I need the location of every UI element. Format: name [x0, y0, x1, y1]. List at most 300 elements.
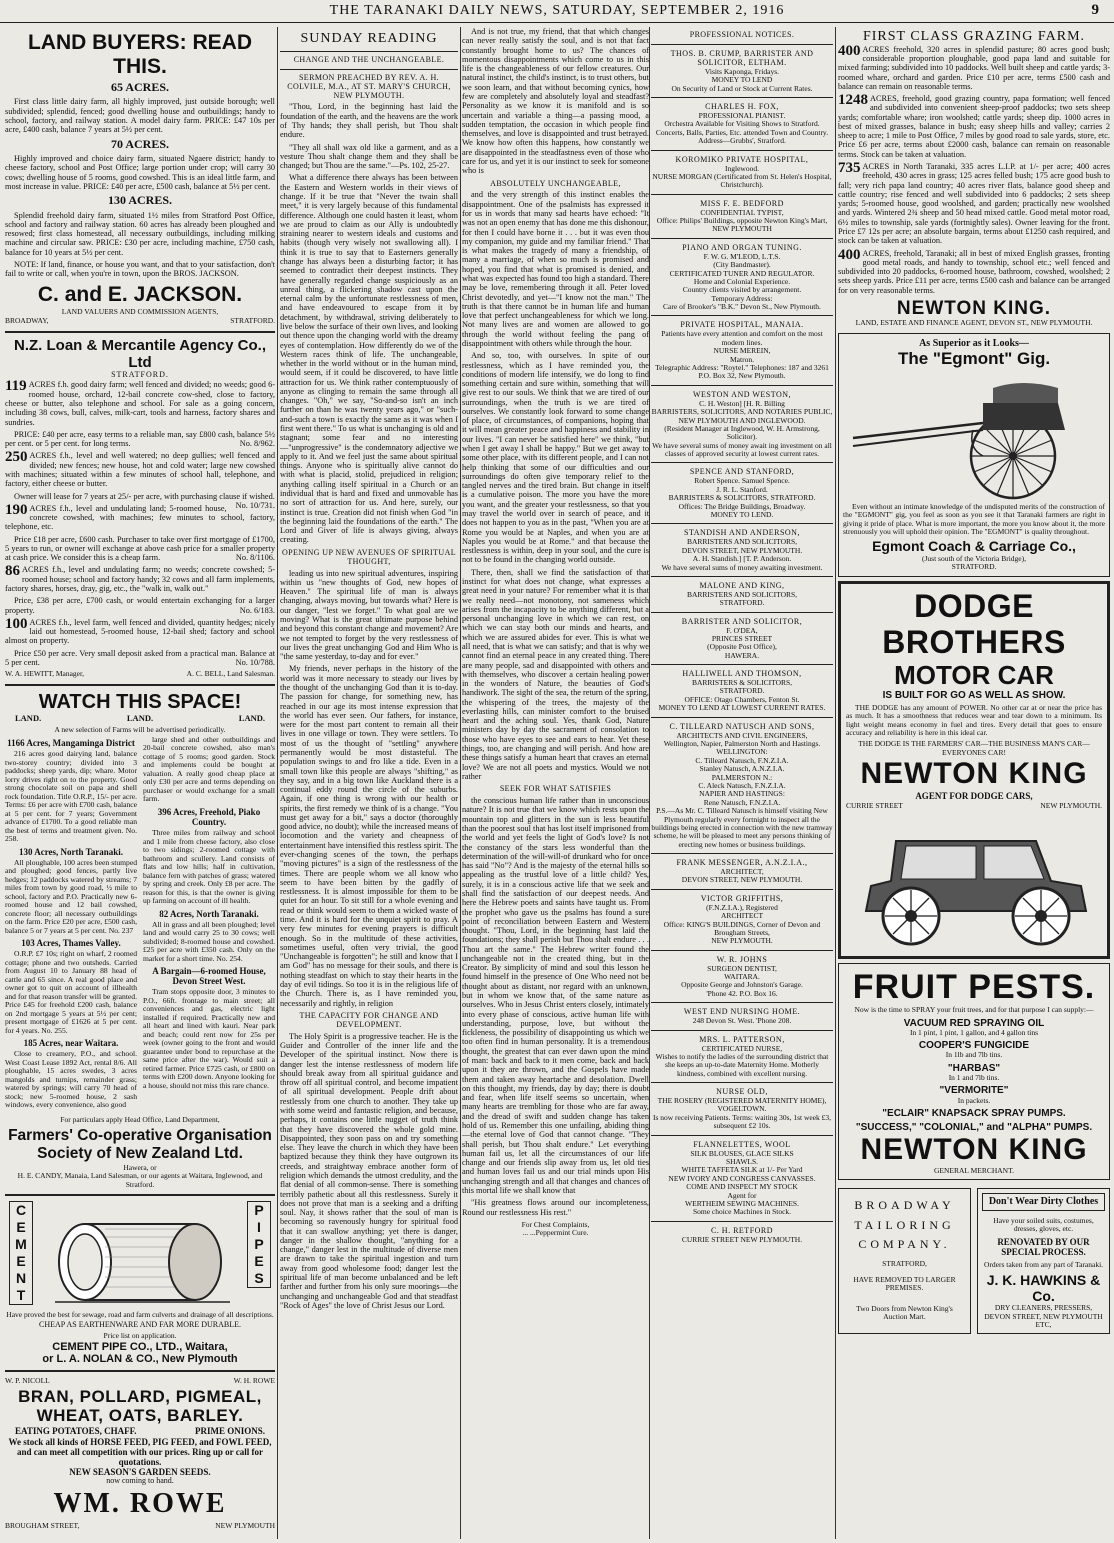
- notice-line: Concerts, Balls, Parties, Etc. attended Town and Country.: [655, 127, 829, 137]
- sermon-body: [280, 102, 458, 1310]
- ad-letter: C: [15, 1202, 27, 1219]
- rowe-sub-2: We stock all kinds of HORSE FEED, PIG FEED, and FOWL FEED, and can meet all competition with our prices. Ring up or call for quotations.: [8, 1436, 272, 1468]
- listing-item: [5, 615, 275, 646]
- hawkins-t4: DRY CLEANERS, PRESSERS,: [994, 1303, 1093, 1313]
- listing-number: 100: [5, 615, 28, 632]
- watch-right-column: [143, 736, 275, 1113]
- ad-letter: P: [254, 1202, 264, 1219]
- divider: [651, 315, 833, 316]
- notice-name: W. R. JOHNS: [716, 954, 768, 964]
- divider: [651, 717, 833, 718]
- notice-line: STRATFORD.: [719, 598, 765, 608]
- divider: [5, 684, 275, 686]
- property-heading: 185 Acres, near Waitara.: [23, 1038, 119, 1049]
- listing-text: ACRES f.h., level and well watered; no deep gullies; well fenced and divided; new fences; new house, hot and cold water; large new cowshed with machines; situated within a few minutes of school hall, telephone, and factory, either cheese or butter.: [5, 451, 275, 489]
- product-name: "HARBAS": [947, 1062, 1001, 1074]
- listing-number: 400: [838, 42, 861, 59]
- chest-line-1: For Chest Complaints,: [521, 1219, 590, 1229]
- notice-line: MONEY TO LEND.: [710, 509, 774, 519]
- sermon-paragraph: and the very strength of this instinct enables the disappointment. One of the psalmists has expressed it for us in words that many sad hearts have echoed: "It was not an open enemy that has done me this dishonour, for then I could have borne it . . . but it was even thou my companion, my guide and my familiar friend." That is what makes the tragedy of many a friendship, of many a marriage, of when so much is promised and hoped, you find that what is promised is denied, and what was expected has found too high a standard. There may be love, remembering through it all. Peter loved Christ devotedly, and yet—"I know not the man." The truth is that there cannot be in human life and human love that perfect unchangeableness for which we long. Not many lives are and women are allowed to go through the world without feeling the pang of disappointment with others while through the hour.: [462, 190, 649, 348]
- hawkins-cleaners-ad: [977, 1188, 1110, 1334]
- property-text: Tram stops opposite door, 3 minutes to P.O., 66ft. frontage to main street; all conveniences and gas, electric light installed if required. Practically new and all heart and lined with kauri. Near park and beach; could rent now for 25s per week (owner going to the front and would guarantee under bond to repurchase at the same price after the war). Would suit a retired farmer. Price £725 cash, or £800 on terms with £200 down. Anyone looking for a house, should not miss this rare chance.: [143, 987, 275, 1090]
- listing-number: 119: [5, 378, 27, 395]
- listing-number: 86: [5, 563, 20, 580]
- rowe-big-2: WHEAT, OATS, BARLEY.: [36, 1405, 244, 1425]
- cement-firm-2: or L. A. NOLAN & CO., New Plymouth: [42, 1353, 238, 1366]
- property-heading: 396 Acres, Freehold, Piako Country.: [157, 806, 261, 828]
- ad-letter: E: [16, 1219, 26, 1236]
- nz-loan-manager: W. A. HEWITT, Manager,: [5, 669, 85, 679]
- dodge-firm: NEWTON KING: [860, 757, 1088, 791]
- notice-line: P.O. Box 32, New Plymouth.: [698, 371, 786, 381]
- notice-line: PALMERSTON N.:: [711, 772, 773, 782]
- divider: [651, 97, 833, 98]
- listing-ref: No. 8/962.: [239, 439, 275, 449]
- watch-left-column: [5, 736, 137, 1113]
- lot-acres: 130 ACRES.: [107, 193, 172, 208]
- notice-line: NEW PLYMOUTH.: [711, 936, 773, 946]
- listing-item: [5, 380, 275, 426]
- notice-line: We have several sums of money awaiting investment.: [661, 562, 823, 572]
- sermon-paragraph: There, then, shall we find the satisfaction of that instinct for what does not change, what expresses a great need in your nature? For remember what it is that we really need—not monotony, not sameness which arises from the incapacity to be anything different, but a personal unchanging love in which we can rest, on which we can stay both our minds and hearts, and which we are assured abides for ever. This is what we all need, that is what we can satisfy; and that is why we cannot find an eternal peace in any created thing. There are many people, sad and disappointed with others and with themselves, who discover a certain healing power in the wonders of Nature, the beauties of God's handiwork. The sight of the sea, the return of the spring, the whispering of the trees, the majesty of the everlasting hills, can minister comfort to the bruised heart and the aching soul. Yes, thank God, Nature ministers day by day the sacrament of consolation to those who have eyes to see and ears to hear. Yet these things, too, are changing and will perish. And how are these things satisfy a human heart that craves an eternal love? We are not all poets and mystics. Would we not rather: [462, 567, 649, 781]
- rowe-name: WM. ROWE: [53, 1488, 227, 1520]
- product-name: "SUCCESS," "COLONIAL," and "ALPHA" PUMPS.: [855, 1122, 1093, 1134]
- notice-line: Patients have every attention and comfort on the most modern lines.: [661, 329, 823, 347]
- listing-price-text: Price £50 per acre. Very small deposit asked from a practical man. Balance at 5 per cent.: [5, 648, 275, 667]
- jackson-left: BROADWAY,: [5, 316, 49, 326]
- notice-line: Orchestra Available for Visiting Shows to Stratford.: [664, 119, 820, 129]
- broadway-addr-2: Auction Mart.: [883, 1312, 926, 1322]
- broadway-moved-2: PREMISES.: [885, 1283, 924, 1293]
- product-detail: In 1 and 7lb tins.: [948, 1073, 1000, 1083]
- column-rule: [277, 27, 278, 1539]
- farmers-place: Hawera, or: [123, 1162, 157, 1172]
- rowe-left-name: W. P. NICOLL: [5, 1376, 50, 1386]
- notice-name: VICTOR GRIFFITHS,: [700, 893, 784, 903]
- sermon-paragraph: My friends, never perhaps in the history of the world was it more necessary to steady our lives by the thought of the unchanging God than it is to-day. The passion for change, for something new, has reached in our age its most intense expression that the world has ever seen. Our fathers, for instance, were for the most part content to remain all their lives in one village or town. They were settlers. To most of us the thought of "settling" anywhere permanently would be most distasteful. The population swings to and fro like a tide. Even in a small town like this people are always "shifting," as they say, and in a big town like Auckland there is a continual eddy round the circle of the suburbs. Again, if one thing is wrong with our health or spirits, the first remedy we think of is a change. "You must get away for a bit," says a doctor (thoroughly good advice, no doubt); while the increased means of locomotion and the variety and cheapness of entertainment have intensified this restless spirit. The ever-changing scenes of the town, the perhaps "moving pictures" is a sign of the restlessness of the times. There are people whom we all know who seem to have been bitten by the gadfly of restlessness. It is almost impossible for them to be quiet for an hour. To sit still for a whole evening and read or think would seem to them a wicked waste of time. And it is hard for the unquiet spirit to pray. A very few minutes for evening prayers is difficult enough. So in the multitude of these activities, sometimes useful, often very trivial, the good "Unchangeable is forgotten"; he still and know that I am God" has no message for their souls, and there is nothing steadfast on which to stay their hearts in the day of evil tidings. So too it is in the religious life of the Church. There is, as I have reminded you, necessarily and rightly, in religion: [280, 664, 458, 1008]
- hawkins-t5: DEVON STREET, NEW PLYMOUTH: [984, 1311, 1103, 1321]
- watch-intro: A new selection of Farms will be advertised periodically.: [54, 724, 226, 734]
- masthead: [0, 0, 1114, 23]
- cement-line-1: Have proved the best for sewage, road and farm culverts and drainage of all descriptions.: [6, 1310, 274, 1320]
- notice-line: ARCHITECT: [720, 911, 764, 921]
- notice-name: THOS. B. CRUMP, BARRISTER AND SOLICITOR, ELTHAM.: [670, 48, 814, 67]
- fruit-sub: GENERAL MERCHANT.: [934, 1165, 1014, 1175]
- jackson-sub: LAND VALUERS AND COMMISSION AGENTS,: [61, 307, 219, 317]
- property-text: O.R.P. £7 10s; right on wharf, 2 roomed cottage; phone and two outsheds. Carried from August 10 to January 88 head of cattle and 65 since. A real good place and owner got to quit on account of illhealth and for that reason transfer will be granted. Price £45 for freehold £200 cash, balance on 2nd mortgage 5 years at 5½ per cent; present mortgage of £1626 at 5 per cent. for 4 years. No. 255.: [5, 949, 137, 1035]
- notice-line: MONEY TO LEND: [711, 75, 773, 85]
- listing-price: [5, 535, 275, 563]
- column-5: [838, 27, 1110, 1539]
- listing-price: [5, 596, 275, 615]
- dodge-title: DODGE BROTHERS: [882, 587, 1066, 660]
- notice-line: Country clients visited by arrangement.: [682, 285, 802, 295]
- rowe-big-1: BRAN, POLLARD, PIGMEAL,: [18, 1386, 262, 1406]
- fruit-items: [843, 1018, 1105, 1134]
- land-buyers-title: LAND BUYERS: READ THIS.: [27, 31, 252, 78]
- fruit-title: FRUIT PESTS.: [852, 968, 1096, 1007]
- dodge-agent: AGENT FOR DODGE CARS,: [915, 790, 1033, 801]
- listing-ref: No. 6/183.: [239, 605, 275, 615]
- watch-title: WATCH THIS SPACE!: [38, 690, 242, 713]
- notice-line: Robert Spence. Samuel Spence.: [694, 476, 790, 486]
- notice-line: F. W. G. M'LEOD, L.T.S.: [703, 251, 781, 261]
- notice-line: Telegraphic Address: "Roytel." Telephones: 187 and 3261: [655, 363, 829, 372]
- notice-line: NEW PLYMOUTH: [712, 224, 772, 234]
- broadway-line: BROADWAY: [854, 1198, 955, 1213]
- notice-name: WEST END NURSING HOME.: [683, 1007, 801, 1017]
- notice-line: WERTHEIM SEWING MACHINES.: [685, 1198, 799, 1208]
- notice-line: 'Phone 42. P.O. Box 16.: [706, 988, 778, 998]
- column-rule: [460, 27, 461, 1539]
- hawkins-t3: Orders taken from any part of Taranaki.: [983, 1259, 1104, 1269]
- divider: [280, 69, 458, 70]
- rowe-sub-3: NEW SEASON'S GARDEN SEEDS.: [69, 1467, 211, 1478]
- section-subheading: ABSOLUTELY UNCHANGEABLE,: [490, 178, 621, 188]
- nz-loan-salesman: A. C. BELL, Land Salesman.: [186, 669, 275, 679]
- divider: [5, 1194, 275, 1196]
- divider: [651, 576, 833, 577]
- listing-text: ACRES, freehold, Taranaki; all in best of mixed English grasses, fronting good metal roads, and handy to township, school etc.; well fenced and subdivided into 20 paddocks, 6-roomed house, bathroom, cowshed, woolshed; 2 sets sheep yards. Price £11 per acre, terms £500 cash and balance can be arranged for on very reasonable terms.: [838, 248, 1110, 295]
- fruit-pests-ad: [838, 963, 1110, 1180]
- notice-line: THE ROSERY (REGISTERED MATERNITY HOME), VOGELTOWN.: [657, 1096, 827, 1114]
- notice-line: NAPIER AND HASTINGS:: [699, 789, 785, 799]
- egmont-address: (Just south of the Victoria Bridge),: [922, 554, 1026, 564]
- property-text: Three miles from railway and school and 1 mile from cheese factory, also close to two sidings; 2-roomed cottage with bathroom and scullery. Land consists of flats and low hills; half in cultivation, balance fern with patches of grass; watered by spring and creek. Only £8 per acre. The reason for this, is that the owner is giving up farming on account of ill health.: [143, 828, 275, 906]
- notice-line: OFFICE: Otago Chambers, Fenton St.: [684, 694, 800, 704]
- broadway-tailoring-ad: [838, 1188, 971, 1334]
- listing-number: 190: [5, 501, 28, 518]
- listing-item: [5, 565, 275, 593]
- property-heading: 103 Acres, Thames Valley.: [21, 938, 121, 949]
- notice-line: Temporary Address:: [711, 293, 773, 303]
- cement-line-3: Price list on application.: [103, 1331, 177, 1341]
- watch-land-3: LAND.: [238, 713, 265, 724]
- divider: [651, 612, 833, 613]
- notice-line: J. R. L. Stanford.: [716, 484, 768, 494]
- hawkins-t6: ETC,: [1035, 1320, 1052, 1330]
- notice-line: PRINCES STREET: [711, 633, 773, 643]
- sermon-paragraph: The Holy Spirit is a progressive teacher. He is the Guider and Controller of the inner life and the Developer of the spiritual instinct. Now there is danger lest the intense restlessness of modern life should break away from all spiritual guidance and throw off all spiritual control, and become impatient of all spiritual development. People drift about restlessly from one church to another. They take up with some weird and fantastic religion, and because, perhaps, it contains one little nugget of truth think that they have discovered the whole gold mine. Disappointed, they soon pass on and try something else. They leave the church in which they have been baptized because they think they have outgrown its creeds, and straightway embrace another form of religion which demands the utmost credulity, and the flat denial of all common-sense. There is something terribly pathetic about all this restlessness. Surely it does not prove that man is a seeking and a drifting soul. Nay, it shows rather that the soul of man is becoming so ravenously hungry for spiritual food that it can swallow anything; yet there is danger, danger in the shallow thought, "anything for a change," danger lest in the multitude of diverse men are drawn to take the spiritual ingestion and turn away from good wholesome food; danger lest the spiritual life of man become unbalanced and be left farther and further from his only sure moorings—the unchanging and unchangeable God and that steadfast "Rock of Ages" the love of Christ Jesus our Lord.: [280, 1031, 458, 1310]
- land-buyers-lots: [5, 81, 275, 257]
- divider: [651, 1221, 833, 1222]
- notice-line: A. H. Standish.] [T. P. Anderson.: [692, 554, 792, 564]
- property-text: All ploughable, 100 acres been stumped and ploughed; good fences, partly live hedges; 12 paddocks watered by streams; 7 miles from town by good road, ½ mile to school, factory and P.O. Practically new 6-roomed house and 12 bail cowshed, concrete floor; all necessary outbuildings on the farm. Price £20 per acre, £500 cash, balance 5 or 7 years at 5 per cent. No. 237: [5, 857, 137, 935]
- lot-text: First class little dairy farm, all highly improved, just outside borough; well subdivided; splendid, fenced; good dwelling house and outbuildings; handy to school, factory, and railway station. A model dairy farm. PRICE: £47 10s per acre, £400 cash, balance 7 years at 5½ per cent.: [5, 97, 275, 135]
- watch-land-1: LAND.: [15, 713, 42, 724]
- notice-line: Wellington, Napier, Palmerston North and Hastings.: [663, 739, 821, 748]
- property-text: 216 acres good dairying land, balance two-storey country; divided into 3 paddocks; sheep yards, dip; whare. Motor lorry drives right on to the property. Good strong chocolate soil on papa and shell rock foundation. Title O.R.P., 15/- per acre. Terms: £6 per acre with £700 cash, balance at 5 per cent. for 7 years; Government advance of £1700. To a good reliable man the best of terms and treatment given. No. 258.: [5, 749, 137, 844]
- listing-price-text: Price, £38 per acre, £700 cash, or would entertain exchanging for a larger property.: [5, 596, 275, 615]
- listing-text: ACRES, freehold, good grazing country, papa formation; well fenced and subdivided into convenient sheep-proof paddocks; two sets sheep yards; comfortable whare; iron woolshed; cattle yards; sheep dip. 1000 acres in best of mixed grasses, balance in bush; easy sheep hills and valley; carries 2 sheep to acre; 1 mile to Post Office, 7 miles by good road to sale yards, store, etc. Price £6 per acre, terms about £2000 cash, balance can remain on reasonable terms. Stock can be taken at valuation.: [838, 94, 1110, 159]
- notice-line: WAITARA.: [724, 972, 760, 982]
- egmont-top: As Superior as it Looks—: [919, 337, 1029, 349]
- property-heading: 82 Acres, North Taranaki.: [159, 908, 259, 919]
- product-detail: In packets.: [957, 1095, 991, 1105]
- professional-notices: [651, 44, 833, 1244]
- notice-name: CHARLES H. FOX,: [705, 102, 779, 112]
- notice-line: NURSE MORGAN (Certificated from St. Helen's Hospital, Christchurch).: [652, 171, 832, 190]
- notice-line: BARRISTERS AND SOLICITORS,: [686, 537, 798, 547]
- grazing-items: [838, 42, 1110, 295]
- divider: [651, 523, 833, 524]
- watch-land-2: LAND.: [126, 713, 154, 724]
- divider: [651, 44, 833, 45]
- hawkins-t1: Have your soiled suits, costumes, dresses, gloves, etc.: [993, 1215, 1094, 1233]
- notice-name: WESTON AND WESTON,: [692, 389, 792, 399]
- notice-line: DEVON STREET, NEW PLYMOUTH.: [681, 545, 803, 555]
- notice-line: WELLINGTON:: [716, 747, 768, 757]
- professional-notices-heading: PROFESSIONAL NOTICES.: [689, 30, 795, 39]
- notice-line: Opposite George and Johnston's Garage.: [681, 980, 803, 990]
- broadway-addr-1: Two Doors from Newton King's: [856, 1303, 953, 1313]
- property-heading: 130 Acres, North Taranaki.: [18, 846, 124, 857]
- grazing-listing: [838, 42, 1110, 91]
- notice-line: NEW PLYMOUTH AND INGLEWOOD.: [678, 415, 806, 425]
- broadway-line: COMPANY.: [858, 1237, 951, 1252]
- notice-line: CERTIFICATED NURSE,: [701, 1043, 783, 1053]
- divider: [651, 194, 833, 195]
- notice-line: Home and Colonial Experience.: [693, 276, 791, 286]
- nz-loan-place: STRATFORD.: [111, 370, 169, 380]
- notice-name: C. TILLEARD NATUSCH AND SONS,: [669, 721, 815, 731]
- notice-line: We have several sums of money await ing investment on all classes of approved security at lowest current rates.: [652, 440, 832, 459]
- notice-name: MISS F. E. BEDFORD: [700, 198, 784, 208]
- dodge-brothers-ad: [838, 581, 1110, 959]
- column-3: [462, 27, 649, 1539]
- notice-line: Agent for: [727, 1190, 757, 1200]
- notice-line: WHITE TAFFETA SILK at 1/- Per Yard: [681, 1165, 803, 1175]
- ad-letter: N: [15, 1270, 27, 1287]
- notice-line: Address—Grubbs', Stratford.: [698, 136, 786, 146]
- ad-letter: E: [16, 1253, 26, 1270]
- broadway-moved-1: HAVE REMOVED TO LARGER: [853, 1275, 956, 1285]
- notice-name: PIANO AND ORGAN TUNING.: [682, 242, 802, 252]
- watch-footer: For particulars apply Head Office, Land Department,: [60, 1114, 220, 1124]
- newton-king-land-firm: NEWTON KING.: [896, 297, 1052, 319]
- notice-name: FLANNELETTES, WOOL: [693, 1139, 791, 1149]
- cement-line-2: CHEAP AS EARTHENWARE AND FAR MORE DURABLE.: [39, 1320, 241, 1330]
- rowe-sub-left: EATING POTATOES, CHAFF.: [15, 1425, 137, 1436]
- notice-line: P.S.—As Mr. C. Tilleard Natusch is himself visiting New Plymouth regularly every fortnight to inspect all the buildings being erected in connection with the new tramway scheme, he will be pleased to meet any persons thinking of erecting new homes or business buildings.: [651, 806, 833, 849]
- listing-number: 400: [838, 246, 861, 263]
- product-name: COOPER'S FUNGICIDE: [918, 1040, 1030, 1052]
- product-name: VACUUM RED SPRAYING OIL: [903, 1017, 1045, 1029]
- divider: [280, 51, 458, 52]
- notice-line: Office: Philips' Buildings, opposite Newton King's Mart,: [656, 216, 828, 226]
- notice-line: HAWERA.: [724, 650, 760, 660]
- notice-line: 248 Devon St. West. 'Phone 208.: [692, 1016, 792, 1026]
- section-subheading: SEEK FOR WHAT SATISFIES: [499, 784, 612, 794]
- notice-line: MONEY TO LEND AT LOWEST CURRENT RATES.: [658, 703, 826, 713]
- listing-text: ACRES freehold, 320 acres in splendid pasture; 80 acres good bush; considerable proportion ploughable, good papa land and suitable for mixed farming; subdivided into 10 paddocks. Well built sheep and cattle yards; 3-roomed whare, orchard and garden. Price £10 per acre, terms £500 cash and balance can remain on reasonable terms.: [838, 44, 1110, 91]
- sermon-paragraph: the conscious human life rather than in unconscious nature? It is not true that we know which rests upon the mountain top and glitters in the sun is less beautiful than the poorest soul that has lost itself imprisoned from the world and yet feels the light of God's love? Is not the constancy of the stars less wonderful than the determination of the will-will-of drunkard who for once has said "No"? And is the majesty of the eternal hills so appealing as the trustful love of a little child? Yes, surely, it is in a conscious active life that we seek and shall find the satisfaction of our deepest needs. And here the Hebrew poets and saints have taught us. From the prophet who gave us the psalms has found a sure point of reconciliation between Eastern and Western thought. "Thou, Lord, in the beginning hast laid the foundations; they shall perish but Thou shalt endure . . . Thou art the same." The Hebrew writer found the unchangeable not in the created thing, but in the Creator. By simplicity of mind and soul this lesson he found himself in the presence of One Who need not be thought about as distant, nor regard with an unknown, but in whom we know that, of the same nature as ourselves. Who in Jesus Christ enters closely, intimately into every phase of conscious, active human life with understanding, purpose, love, but without the fickleness, the possibility of disappointing us which we too often find in human personality. It is a tremendous thought, the greatest that can ever dawn upon the mind of man: back and back to it men come, back and back upon it they are thrown, and the Gospels have made them and taken away heartache and desolation. Dwell on this thought, my friends, day by day; there is doubt and fear, when life itself seems so uncertain, when many hearts are trembling for those who are far away, and the dread of swift and sudden change has taken hold of us. Remember this one unfailing, abiding thing—the eternal love of God that cannot change. "They shall perish, but Thou shalt endure." Let everything human fail us, let all the circumstances of our life change and our friends slip away from us, let old ties and human loves fail us and our trial minds upon His unchanging strength and all that changes and chances of this mortal life we shall know that: [462, 796, 649, 1195]
- notice-line: Visits Kaponga, Fridays.: [704, 66, 780, 76]
- notice-line: Office: KING'S BUILDINGS, Corner of Devon and Brougham Streets,: [663, 919, 821, 937]
- sermon-paragraph: "His greatness flows around our incompleteness, Round our restlessness His rest.": [462, 1198, 649, 1217]
- sermon-subtitle-2: SERMON PREACHED BY REV. A. H. COLVILE, M.A., AT ST. MARY'S CHURCH, NEW PLYMOUTH.: [287, 72, 451, 100]
- notice-name: HALLIWELL AND THOMSON,: [682, 669, 802, 679]
- dodge-line: IS BUILT FOR GO AS WELL AS SHOW.: [882, 689, 1066, 701]
- hawkins-top: Don't Wear Dirty Clothes: [982, 1193, 1105, 1210]
- notice-line: BARRISTERS & SOLICITORS, STRATFORD.: [668, 493, 816, 503]
- ad-letter: S: [254, 1270, 264, 1287]
- listing-ref: No. 10/731.: [235, 500, 275, 510]
- notice-line: Some choice Machines in Stock.: [692, 1207, 792, 1217]
- lot-text: Splendid freehold dairy farm, situated 1½ miles from Stratford Post Office, school and factory and railway station. 60 acres has already been ploughed and resowed; first class homestead, all necessary outbuildings, including milking machine and circular saw. PRICE: £30 per acre, including machine, £750 cash, balance for 10 years at 5½ per cent.: [5, 210, 275, 257]
- egmont-title: The "Egmont" Gig.: [897, 348, 1051, 368]
- notice-line: (Opposite Post Office),: [707, 642, 777, 652]
- notice-line: SHAWLS.: [725, 1156, 759, 1166]
- land-buyers-note: NOTE: If land, finance, or house you want, and that to your satisfaction, don't fail to write or call, when you're in town, upon the BROS. JACKSON.: [5, 260, 275, 279]
- rowe-sub-4: now coming to hand.: [106, 1476, 174, 1486]
- notice-line: Rene Natusch, F.N.Z.I.A.: [703, 797, 781, 807]
- divider: [5, 331, 275, 333]
- listing-text: ACRES in North Taranaki, 335 acres L.I.P. at 1/- per acre; 400 acres freehold, 430 acres in grass; 125 acres felled bush; 175 acre good bush to fall; very rich papa land country; 40 acres river flats, balance good sheep and cattle country; rise fenced and well subdivided into 6 paddocks; 2 sets sheep yards; 5-roomed house, good woolshed, and garden; practically new woolshed and yards. Wintered 2¾ sheep and 50 head mixed cattle. Good metal motor road, 6½ miles to township, sale yards (fortnightly sales). Owner leaving for the front. Price £7 12s per acre; an absolute bargain, terms about £1250 cash required, and stock can be taken at valuation.: [838, 162, 1110, 246]
- notice-line: BARRISTERS AND SOLICITORS,: [686, 589, 798, 599]
- grazing-listing: [838, 162, 1110, 246]
- sermon-paragraph: And is not true, my friend, that that which changes can never really satisfy the soul, and is not that fact constantly brought home to us? The chances of momentous disappointments which come to us in this life is the changeableness of our fellow creatures. Our natural instinct, the child's instinct, is to trust others, but we soon learn, and that without becoming cynics, how few are completely and absolutely loyal and steadfast? Personality as we know it is manifold and is so uncertain and variable a thing—a passing mood, a sudden temptation, the occasion in which people find themselves, and love is disappointed and trust betrayed. We know how often this happens, how constantly we are disappointed in the steadfastness even of those who care for us, and yet it is our instinct to seek for someone who is: [462, 27, 649, 176]
- broadway-line: TAILORING: [854, 1217, 955, 1232]
- notice-line: (Resident Manager at Inglewood, W. H. Armstrong, Solicitor).: [664, 423, 820, 442]
- notice-name: FRANK MESSENGER, A.N.Z.I.A.,: [676, 858, 808, 868]
- listing-number: 1248: [838, 92, 868, 109]
- listing-price-text: PRICE: £40 per acre, easy terms to a reliable man, say £800 cash, balance 5½ per cent. or 5 per cent. for long terms.: [5, 429, 275, 449]
- notice-line: ARCHITECT,: [720, 867, 764, 877]
- listing-text: ACRES f.h., level farm, well fenced and divided, quantity hedges; nicely laid out homestead, 5-roomed house, 12-bail shed; factory and school almost on property.: [5, 617, 275, 646]
- notice-line: SURGEON DENTIST,: [707, 963, 777, 973]
- chest-line-2: ... ...Peppermint Cure.: [522, 1228, 589, 1238]
- dodge-addr-right: NEW PLYMOUTH.: [1040, 800, 1102, 810]
- divider: [651, 385, 833, 386]
- newton-king-land-sub: LAND, ESTATE AND FINANCE AGENT, DEVON ST., NEW PLYMOUTH.: [855, 318, 1093, 328]
- notice-name: C. H. RETFORD: [710, 1225, 774, 1235]
- listing-text: ACRES f.h., level and undulating land; 5-roomed house, concrete cowshed, with machines; few minutes to school, factory, telephone, etc.: [5, 503, 275, 532]
- dodge-sub: MOTOR CAR: [894, 659, 1054, 690]
- divider: [5, 1370, 275, 1372]
- notice-line: (City Bandmaster).: [713, 260, 771, 270]
- hawkins-firm: J. K. HAWKINS & Co.: [986, 1271, 1101, 1304]
- notice-line: PROFESSIONAL PIANIST.: [698, 110, 786, 120]
- notice-name: MRS. L. PATTERSON,: [699, 1034, 785, 1044]
- egmont-firm: Egmont Coach & Carriage Co.,: [872, 538, 1076, 555]
- sermon-paragraph: leading us into new spiritual adventures, inspiring within us "new thoughts of God, new hopes of Heaven." The spiritual life of man is always changing, always moving, but towards what? Here is our danger, "lest we forget." To what goal are we moving? What is the great ultimate purpose behind and beyond this constant change and movement? Are we not tempted to forget by the very restlessness of our lives the great unchanging God and Him Who is "the same yesterday, to-day and for ever.": [280, 568, 458, 662]
- product-detail: In 1lb and 7lb tins.: [945, 1050, 1003, 1060]
- sermon-paragraph: "They all shall wax old like a garment, and as a vesture Thou shalt change them and they shall be changed; but Thou are the same."—Ps. 102, 25-27.: [280, 142, 458, 171]
- egmont-gig-ad: [838, 333, 1110, 577]
- property-heading: A Bargain—6-roomed House, Devon Street West.: [152, 966, 266, 987]
- listing-price-text: Owner will lease for 7 years at 25/- per acre, with purchasing clause if wished.: [14, 491, 275, 501]
- notice-line: DEVON STREET, NEW PLYMOUTH.: [681, 875, 803, 885]
- ad-letter: P: [254, 1236, 264, 1253]
- sermon-continued: [462, 27, 649, 1217]
- divider: [651, 1082, 833, 1083]
- ad-letter: I: [257, 1219, 261, 1236]
- cement-letters: [9, 1201, 33, 1305]
- broadway-place: STRATFORD,: [882, 1258, 927, 1268]
- nz-loan-items: [5, 380, 275, 667]
- divider: [651, 1030, 833, 1031]
- divider: [651, 950, 833, 951]
- notice-name: STANDISH AND ANDERSON,: [684, 528, 800, 538]
- notice-line: NEW IVORY AND CONGRESS CANVASSES.: [668, 1173, 816, 1183]
- divider: [651, 1002, 833, 1003]
- egmont-text: Even without an intimate knowledge of the undisputed merits of the construction of the "EGMONT" gig, you feel as soon as you see it that Taranaki farmers are right in giving it pride of place. What is more important, the more you know about it, the more strenuously you will uphold their opinion. The "EGMONT" is quality throughout.: [843, 501, 1105, 537]
- motor-car-illustration: [846, 811, 1101, 951]
- rowe-addr-left: BROUGHAM STREET,: [5, 1520, 80, 1530]
- jackson-right: STRATFORD.: [230, 316, 275, 326]
- property-text: Close to creamery, P.O., and school. West Coast Lease 1892 Act, rental 8/6. All ploughable, 15 acres swedes, 3 acres mangolds and turnips, remainder grass; watered by springs; will carry 70 head of stock; new 5-roomed house, 2 sash windows, every convenience, also good: [5, 1049, 137, 1110]
- nz-loan-title: N.Z. Loan & Mercantile Agency Co., Ltd: [14, 336, 266, 371]
- page-number: 9: [1091, 2, 1100, 18]
- section-subheading: OPENING UP NEW AVENUES OF SPIRITUAL THOUGHT,: [281, 547, 457, 566]
- notice-line: CURRIE STREET NEW PLYMOUTH.: [681, 1234, 803, 1244]
- notice-line: Care of Brooker's "B.K." Devon St., New Plymouth.: [663, 302, 821, 312]
- hawkins-t2: RENOVATED BY OUR SPECIAL PROCESS.: [997, 1237, 1090, 1258]
- notice-line: (F.N.Z.I.A.), Registered: [706, 902, 778, 912]
- listing-price: [5, 649, 275, 668]
- column-1: [5, 27, 275, 1539]
- notice-line: Stanley Natusch, A.N.Z.I.A.: [699, 764, 785, 774]
- broadway-lines: [843, 1199, 966, 1251]
- listing-price-text: Price £18 per acre, £600 cash. Purchaser to take over first mortgage of £1700, 5 years to run, or owner will exchange at above cash price for a smaller property at cash price. We consider this is a cheap farm.: [5, 534, 275, 563]
- listing-text: ACRES f.h. good dairy farm; well fenced and divided; no weeds; good 6-roomed house, orchard, 12-bail concrete cow-shed, close to factory, cheese or butter, also telephone and school. For sale as a going concern, including 38 cows, bull, calves, milk-cart, tools and harness, factory shares and sundries.: [5, 380, 275, 427]
- listing-item: [5, 451, 275, 488]
- egmont-place: STRATFORD.: [951, 562, 997, 572]
- notice-line: BARRISTERS, SOLICITORS, AND NOTARIES PUBLIC,: [651, 407, 833, 417]
- notice-line: F. O'DEA,: [726, 625, 758, 635]
- column-rule: [649, 27, 650, 1539]
- ad-letter: T: [16, 1287, 26, 1304]
- masthead-title: THE TARANAKI DAILY NEWS, SATURDAY, SEPTEMBER 2, 1916: [329, 3, 785, 18]
- listing-text: ACRES f.h., level and undulating farm; no weeds; concrete cowshed; 5-roomed house; school and factory handy; 32 cows and all farm implements, factory shares, horses, dray, gig, etc., the "walk in, walk out.": [5, 565, 275, 594]
- notice-line: On Security of Land or Stock at Current Rates.: [671, 83, 813, 93]
- rowe-right-name: W. H. ROWE: [233, 1376, 275, 1386]
- notice-name: NURSE OLD,: [716, 1087, 768, 1097]
- notice-line: C. H. Weston] [H. R. Billing: [699, 398, 785, 408]
- cement-pipes-ad: [5, 1201, 275, 1311]
- column-4: [651, 27, 833, 1539]
- notice-line: Inglewood.: [725, 163, 759, 173]
- lot-acres: 70 ACRES.: [110, 136, 169, 151]
- grazing-listing: [838, 246, 1110, 295]
- listing-price: [5, 430, 275, 449]
- notice-name: BARRISTER AND SOLICITOR,: [681, 616, 803, 626]
- lot-text: Highly improved and choice dairy farm, situated Ngaere district; handy to cheese factory, school and Post Office; large portion under crop; will carry 30 cows; dwelling house of 5 rooms, good cowshed. This is an ideal little farm, and most increase in value. PRICE: £40 per acre, £500 cash, balance at 5½ per cent.: [5, 154, 275, 191]
- divider: [651, 664, 833, 665]
- notice-line: STRATFORD.: [719, 686, 765, 696]
- farmers-sub: H. E. CANDY, Manaia, Land Salesman, or our agents at Waitara, Inglewood, and Stratford.: [17, 1171, 263, 1189]
- jackson-firm: C. and E. JACKSON.: [37, 282, 243, 306]
- notice-line: NURSE MEREIN,: [713, 346, 771, 356]
- product-name: "VERMORITE": [939, 1085, 1009, 1097]
- property-text: large shed and other outbuildings and 20-bail concrete cowshed, also man's cottage of 5 rooms; good garden. Stock and implements could be bought at valuation. A really good cheap place at only £30 per acre and terms depending on purchaser or would exchange for a small farm.: [143, 734, 275, 804]
- cement-firm-1: CEMENT PIPE CO., LTD., Waitara,: [52, 1340, 228, 1353]
- grazing-listing: [838, 94, 1110, 159]
- divider: [651, 238, 833, 239]
- notice-name: SPENCE AND STANFORD,: [689, 467, 795, 477]
- divider: [651, 853, 833, 854]
- notice-line: SILK BLOUSES, GLACE SILKS: [690, 1148, 794, 1158]
- divider: [651, 1135, 833, 1136]
- ad-letter: M: [15, 1236, 27, 1253]
- lot-acres: 65 ACRES.: [110, 80, 169, 95]
- notice-line: Matron.: [730, 354, 754, 364]
- listing-number: 735: [838, 160, 861, 177]
- notice-name: PRIVATE HOSPITAL, MANAIA.: [680, 320, 804, 330]
- listing-number: 250: [5, 449, 28, 466]
- product-detail: In 1 pint, 1 pint, 1 gallon, and 4 gallon tins: [909, 1027, 1039, 1037]
